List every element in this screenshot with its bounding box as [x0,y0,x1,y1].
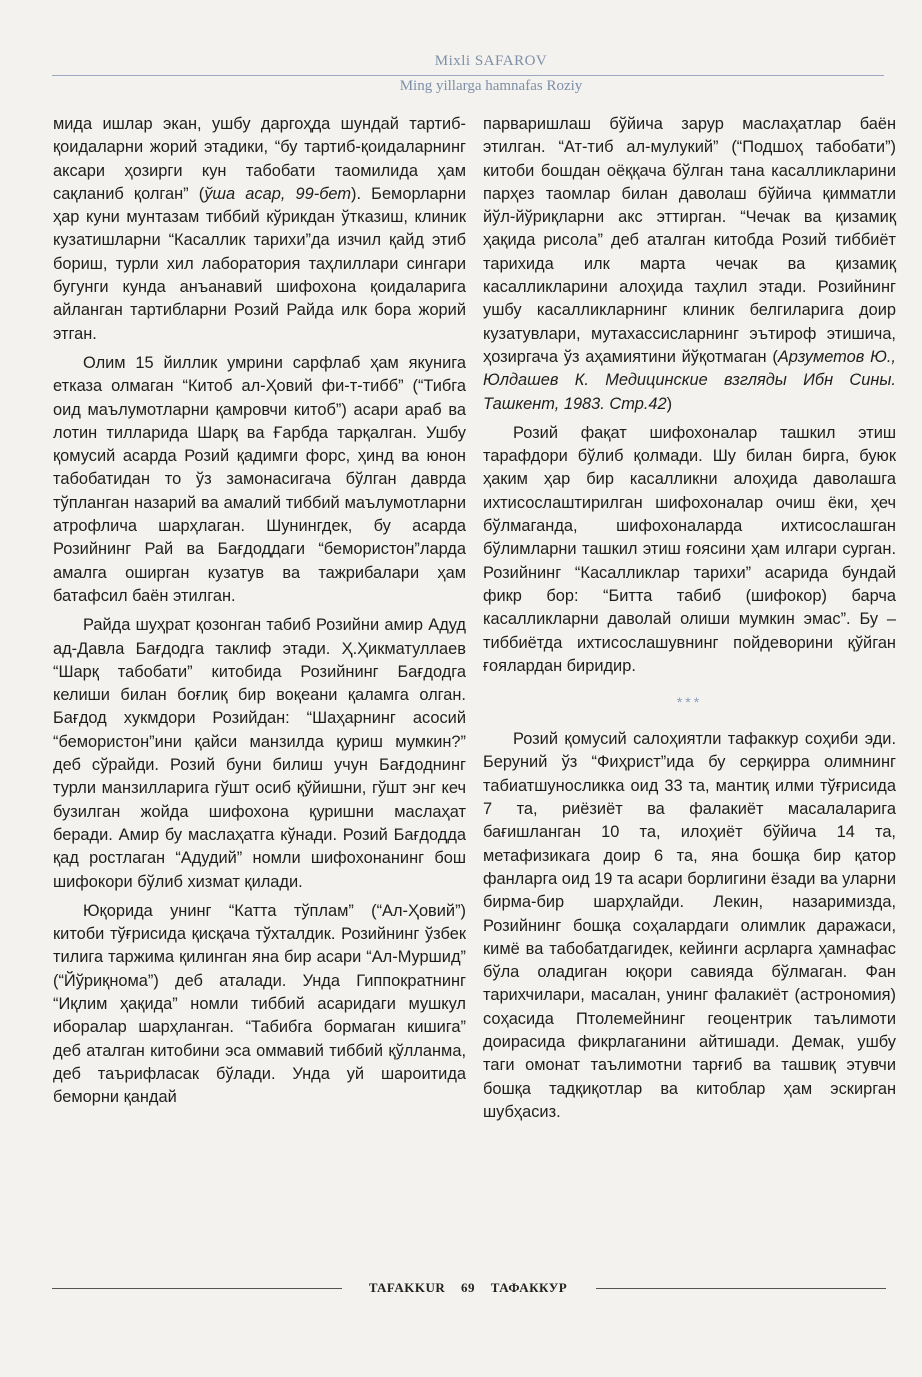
paragraph-text: Олим 15 йиллик умрини сарфлаб ҳам якунига етказа олмаган “Китоб ал-Ҳовий фи-т-тибб” (“Тибга оид маълумотларни қамровчи китоб”) асари араб ва лотин тилларида Шарқ ва Ғарбда тарқалган. Ушбу қомусий асарда Розий қадимги форс, ҳинд ва юнон табобатидан то ўз замонасигача бўлган даврда тўпланган назарий ва амалий тиббий маълумотларни атрофлича шарҳлаган. Шунингдек, бу асарда Розийнинг Рай ва Бағдоддаги “бемористон”ларда амалга оширган кузатув ва тажрибалари ҳам батафсил баён этилган. [53,353,466,605]
right-column [483,113,896,1124]
paragraph-text: Юқорида унинг “Катта тўплам” (“Ал-Ҳовий”) китоби тўғрисида қисқача тўхталдик. Розийнинг ўзбек тилига таржима қилинган яна бир асари “Ал-Муршид” (“Йўриқнома”) деб аталади. Унда Гиппократнинг “Иқлим ҳақида” номли тиббий асаридаги мушкул иборалар шарҳланган. “Табибга бормаган кишига” деб аталган китобини эса оммавий тиббий қўлланма, деб таърифласак бўлади. Унда уй шароитида беморни қандай [53,901,466,1107]
page-number: 69 [461,1280,476,1295]
footer-journal-latin: TAFAKKUR [368,1280,446,1295]
page-footer [0,1278,922,1298]
footer-journal-cyrillic: ТАФАККУР [490,1280,568,1295]
left-column [53,113,466,1109]
paragraph [53,352,466,608]
section-separator: *** [676,694,703,711]
paragraph-tail: ). Беморларни ҳар куни мунтазам тиббий кўрикдан ўтказиш, клиник кузатишларни “Касаллик тарихи”да изчил қайд этиб бориш, турли хил лаборатория таҳлиллари сингари бугунги кунда анъанавий шифохона қоидаларига айланган тартибларни Розий Райда илк бора жорий этган. [53,184,466,343]
header-subtitle: Ming yillarga hamnafas Roziy [399,78,583,94]
running-header [0,52,922,70]
paragraph-tail: ) [666,394,673,413]
citation: Арзуметов Ю., Юлдашев К. Медицинские взгляды Ибн Сины. Ташкент, 1983. Стр.42 [483,347,896,413]
paragraph [53,900,466,1110]
paragraph [483,422,896,678]
footer-text [340,1278,596,1298]
paragraph-text: Розий фақат шифохоналар ташкил этиш тарафдори бўлиб қолмади. Шу билан бирга, буюк ҳаким ҳар бир касалликни алоҳида даволашга ихтисослаштирилган шифохоналар очиш ёки, ҳеч бўлмаганда, шифохоналарда ихтисослашган бўлимларни ташкил этиш ғоясини ҳам илгари сурган. Розийнинг “Касалликлар тарихи” асарида бундай фикр бор: “Битта табиб (шифокор) барча касалликларни даволай олиши мумкин эмас”. Бу – тиббиётда ихтисослашувнинг пойдеворини қўйган ғоялардан биридир. [483,423,896,675]
paragraph [53,614,466,894]
paragraph [483,728,896,1124]
paragraph-text: Розий қомусий салоҳиятли тафаккур соҳиби эди. Беруний ўз “Фиҳрист”ида бу серқирра олимнинг табиатшуносликка оид 33 та, мантиқ илми тўғрисида 7 та, риёзиёт ва фалакиёт масалаларига бағишланган 10 та, илоҳиёт бўйича 14 та, метафизикага доир 6 та, яна бошқа бир қатор фанларга оид 19 та асари борлигини ёзади ва уларни бирма-бир шарҳлайди. Лекин, назаримизда, Розийнинг бошқа соҳалардаги олимлик даражаси, кимё ва табобатдагидек, кейинги асрларга ҳамнафас бўла оладиган юқори савияда бўлмаган. Фан тарихчилари, масалан, унинг фалакиёт (астрономия) соҳасида Птолемейнинг геоцентрик таълимоти доирасида фикрлаганини айтишади. Демак, ушбу таги омонат таълимотни тарғиб ва ташвиқ этувчи бошқа тадқиқотлар ва китоблар ҳам эскирган шубҳасиз. [483,730,896,1121]
paragraph-text: Райда шуҳрат қозонган табиб Розийни амир Адуд ад-Давла Бағдодга таклиф этади. Ҳ.Ҳикматуллаев “Шарқ табобати” китобида Розийнинг Бағдодга келиши билан боғлиқ бир воқеани қаламга олган. Бағдод хукмдори Розийдан: “Шаҳарнинг асосий “бемористон”ини қайси манзилда қуриш мумкин?” деб сўрайди. Розий буни билиш учун Бағдоднинг турли манзилларига гўшт осиб қўйишни, гўшт энг кеч бузилган жойда шифохона қуришни маслаҳат беради. Амир бу маслаҳатга кўнади. Розий Бағдодда қад ростлаган “Адудий” номли шифохонанинг бош шифокори бўлиб хизмат қилади. [53,616,466,891]
footer-rule-left [52,1288,342,1289]
header-subtitle-wrap [0,77,922,95]
header-author: Mixli SAFAROV [434,53,548,69]
citation: ўша асар, 99-бет [204,184,352,203]
paragraph [53,113,466,346]
footer-rule-right [596,1288,886,1289]
paragraph [483,113,896,416]
paragraph-text: мида ишлар экан, ушбу даргоҳда шундай тартиб-қоидаларни жорий этадики, “бу тартиб-қоидаларнинг аксари ҳозирги кун табобати таомилида ҳам сақланиб қолган” ( [53,115,466,203]
paragraph-text: парваришлаш бўйича зарур маслаҳатлар баён этилган. “Ат-тиб ал-мулукий” (“Подшоҳ табобати”) китоби бошдан оёққача бўлган тана касалликларини парҳез таомлар билан даволаш бўйича қимматли йўл-йўриқларни акс эттирган. “Чечак ва қизамиқ ҳақида рисола” деб аталган китобда Розий тиббиёт тарихида илк марта чечак ва қизамиқ касалликларини алоҳида таҳлил этади. Розийнинг ушбу касалликларнинг клиник белгиларига доир кузатувлари, мутахассисларнинг эътироф этишича, ҳозиргача ўз аҳамиятини йўқотмаган ( [483,115,896,366]
header-rule [52,75,884,76]
